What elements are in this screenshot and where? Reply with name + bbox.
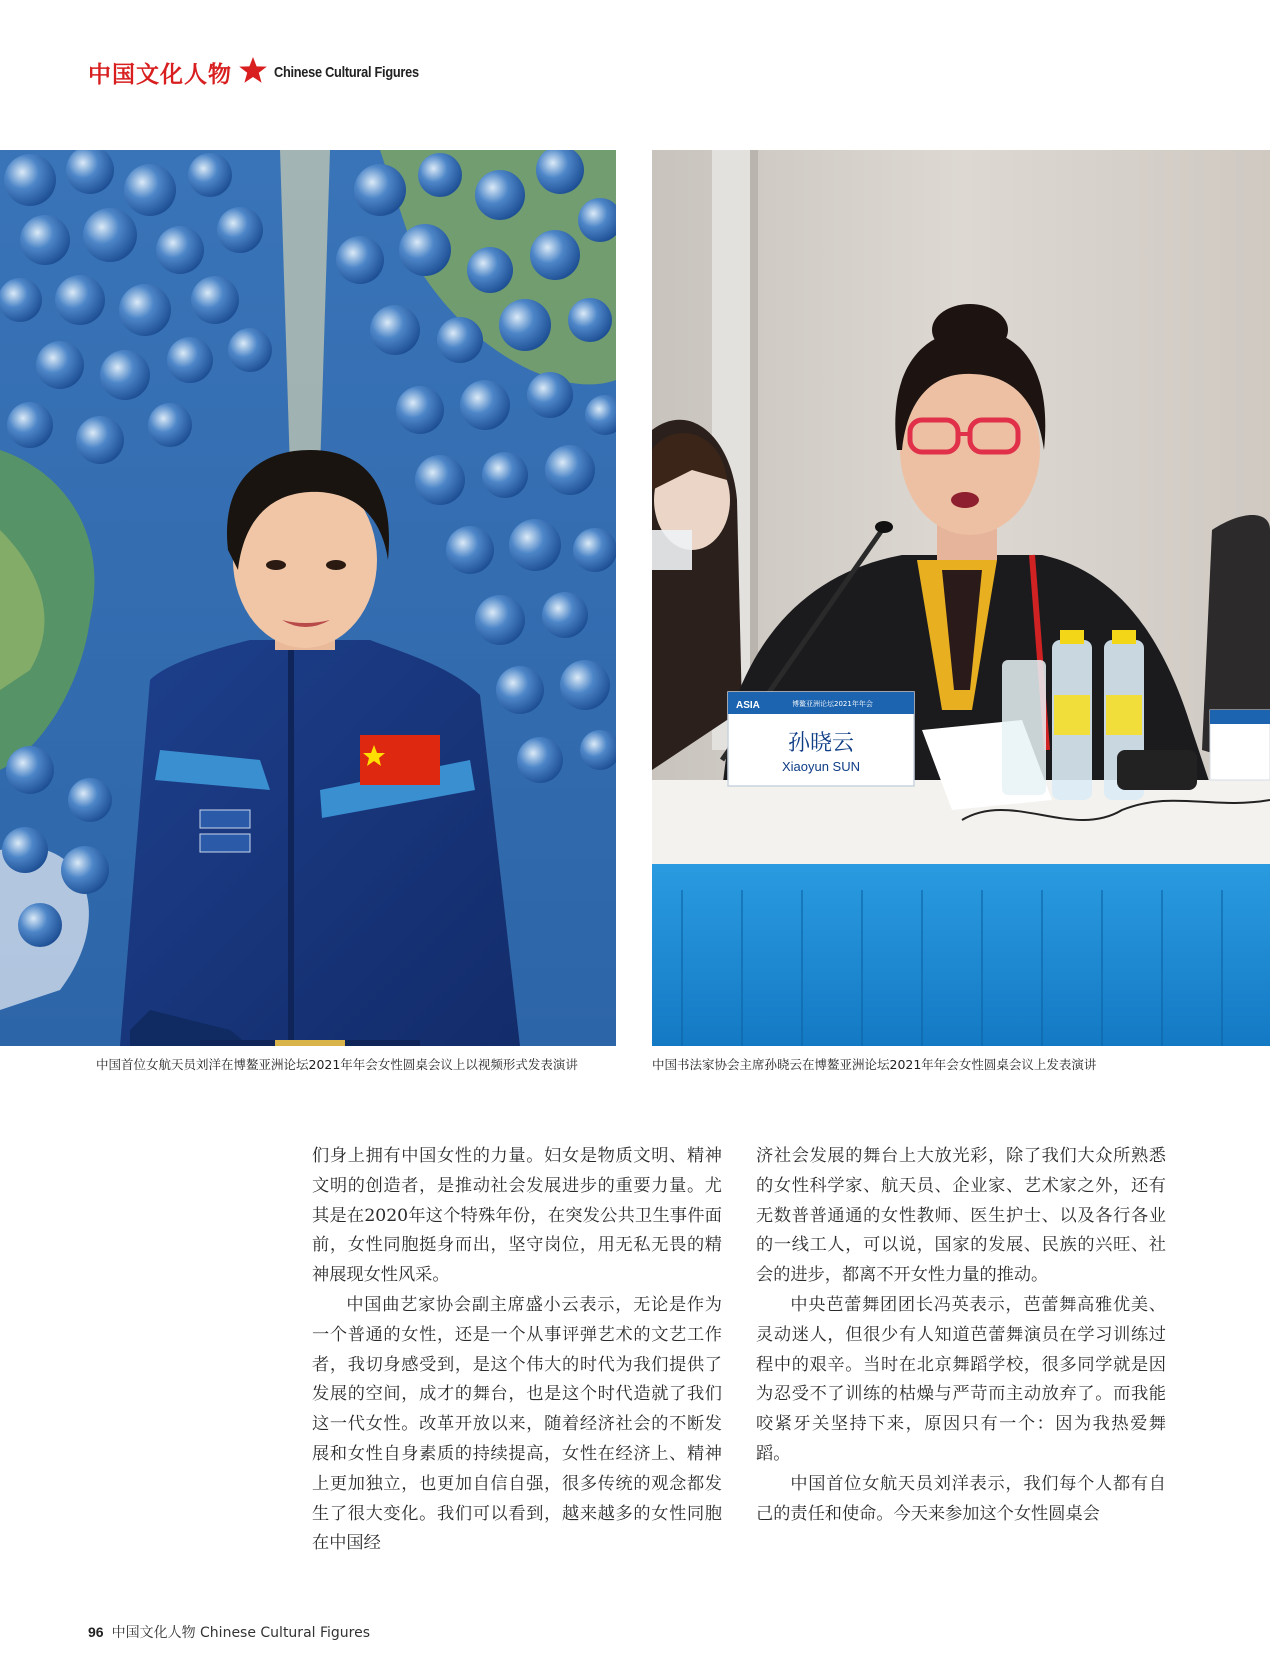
article-column-2 bbox=[756, 1142, 1166, 1529]
page-footer bbox=[88, 1622, 370, 1642]
speaker-photo bbox=[652, 150, 1270, 1046]
paragraph: 济社会发展的舞台上大放光彩，除了我们大众所熟悉的女性科学家、航天员、企业家、艺术家之外，还有无数普普通通的女性教师、医生护士、以及各行各业的一线工人，可以说，国家的发展、民族的兴旺、社会的进步，都离不开女性力量的推动。 bbox=[756, 1146, 1166, 1286]
paragraph: 中国曲艺家协会副主席盛小云表示，无论是作为一个普通的女性，还是一个从事评弹艺术的文艺工作者，我切身感受到，是这个伟大的时代为我们提供了发展的空间，成才的舞台，也是这个时代造就了我们这一代女性。改革开放以来，随着经济社会的不断发展和女性自身素质的持续提高，女性在经济上、精神上更加独立，也更加自信自强，很多传统的观念都发生了很大变化。我们可以看到，越来越多的女性同胞在中国经 bbox=[312, 1294, 722, 1554]
photo-caption-right: 中国书法家协会主席孙晓云在博鳌亚洲论坛2021年年会女性圆桌会议上发表演讲 bbox=[652, 1057, 1097, 1072]
article-column-1 bbox=[312, 1142, 722, 1559]
nameplate-name-cn: 孙晓云 bbox=[787, 731, 855, 756]
photo-caption-left: 中国首位女航天员刘洋在博鳌亚洲论坛2021年年会女性圆桌会议上以视频形式发表演讲 bbox=[96, 1057, 578, 1072]
nameplate bbox=[728, 692, 914, 786]
paragraph: 中国首位女航天员刘洋表示，我们每个人都有自己的责任和使命。今天来参加这个女性圆桌会 bbox=[756, 1473, 1166, 1524]
page-number: 96 bbox=[88, 1624, 104, 1640]
running-header bbox=[88, 54, 444, 90]
forum-name: 博鳌亚洲论坛2021年年会 bbox=[792, 700, 873, 708]
astronaut-photo bbox=[0, 150, 616, 1046]
footer-magazine-title: 中国文化人物 Chinese Cultural Figures bbox=[111, 1625, 371, 1641]
paragraph: 中央芭蕾舞团团长冯英表示，芭蕾舞高雅优美、灵动迷人，但很少有人知道芭蕾舞演员在学习训练过程中的艰辛。当时在北京舞蹈学校，很多同学就是因为忍受不了训练的枯燥与严苛而主动放弃了。而我能咬紧牙关坚持下来，原因只有一个：因为我热爱舞蹈。 bbox=[756, 1294, 1166, 1464]
magazine-title-en: Chinese Cultural Figures bbox=[274, 63, 419, 81]
nameplate-name-en: Xiaoyun SUN bbox=[781, 759, 861, 774]
paragraph: 们身上拥有中国女性的力量。妇女是物质文明、精神文明的创造者，是推动社会发展进步的重要力量。尤其是在2020年这个特殊年份，在突发公共卫生事件面前，女性同胞挺身而出，坚守岗位，用无私无畏的精神展现女性风采。 bbox=[312, 1146, 722, 1286]
forum-logo: ASIA bbox=[736, 700, 760, 711]
red-star-icon bbox=[238, 56, 268, 88]
magazine-title-cn: 中国文化人物 bbox=[88, 60, 232, 88]
